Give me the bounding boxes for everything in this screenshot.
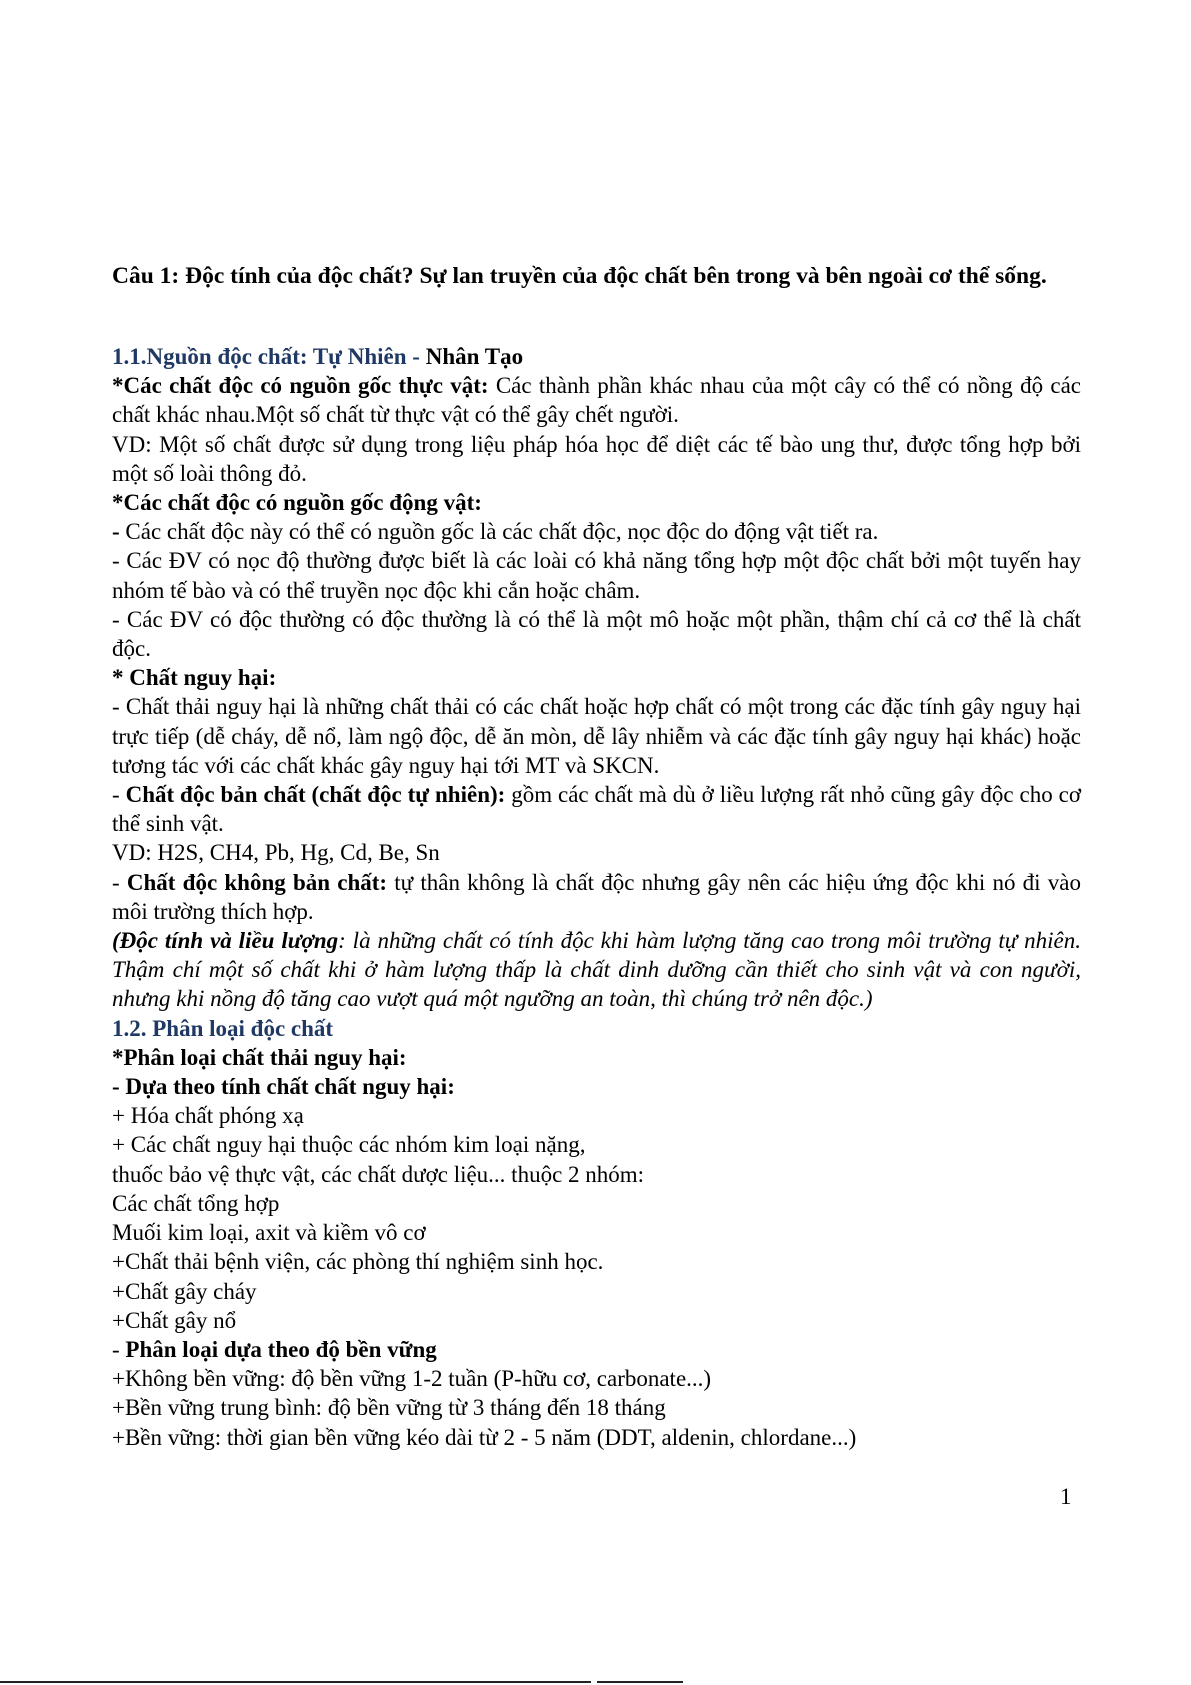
hazard-paragraph: - Chất thải nguy hại là những chất thải có các chất hoặc hợp chất có một trong các đặc tính gây nguy hại trực tiếp (dễ cháy, dễ nổ, làm ngộ độc, dễ ăn mòn, dễ lây nhiễm và các đặc tính gây nguy hại khác) hoặc tương tác với các chất khác gây nguy hại tới MT và SKCN.	[112, 694, 1081, 778]
animal-item-1-text: Các chất độc này có thể có nguồn gốc là các chất độc, nọc độc do động vật tiết ra.	[119, 519, 879, 545]
property-label	[112, 1072, 1081, 1101]
list-item: Các chất tổng hợp	[112, 1190, 280, 1216]
footer-divider-right	[597, 1681, 683, 1683]
section-1-heading-colored: 1.1.Nguồn độc chất: Tự Nhiên -	[112, 344, 426, 369]
animal-item-3: - Các ĐV có độc thường có độc thường là có thể là một mô hoặc một phần, thậm chí cả cơ thể là chất độc.	[112, 606, 1081, 662]
durability-label	[112, 1335, 1081, 1364]
document-body	[112, 342, 1081, 1452]
dose-label: (Độc tính và liều lượng	[112, 928, 339, 954]
list-item: thuốc bảo vệ thực vật, các chất dược liệu... thuộc 2 nhóm:	[112, 1161, 645, 1187]
animal-item-2: - Các ĐV có nọc độ thường được biết là các loài có khả năng tổng hợp một độc chất bởi một tuyến hay nhóm tế bào và có thể truyền nọc độc khi cắn hoặc châm.	[112, 548, 1081, 603]
list-item: + Các chất nguy hại thuộc các nhóm kim loại nặng,	[112, 1132, 586, 1158]
dose-note	[112, 926, 1081, 1014]
plant-text: Các thành phần khác nhau của một cây có thể có nồng độ các chất khác nhau.Một số chất từ thực vật có thể gây chết người.	[112, 373, 1081, 428]
durability-item: +Bền vững trung bình: độ bền vững từ 3 tháng đến 18 tháng	[112, 1395, 666, 1421]
hazard-label-text: * Chất nguy hại:	[112, 665, 277, 691]
animal-item-1	[112, 517, 1081, 546]
durability-item: +Bền vững: thời gian bền vững kéo dài từ 2 - 5 năm (DDT, aldenin, chlordane...)	[112, 1424, 857, 1450]
dose-text: : là những chất có tính độc khi hàm lượng tăng cao trong môi trường tự nhiên. Thậm chí một số chất khi ở hàm lượng thấp là chất dinh dưỡng cần thiết cho sinh vật và con người, nhưng khi nồng độ tăng cao vượt quá một ngưỡng an toàn, thì chúng trở nên độc.)	[112, 928, 1081, 1012]
intrinsic-text: gồm các chất mà dù ở liều lượng rất nhỏ cũng gây độc cho cơ thể sinh vật.	[112, 782, 1081, 837]
question-title: Câu 1: Độc tính của độc chất? Sự lan truyền của độc chất bên trong và bên ngoài cơ thể sống.	[112, 263, 1047, 289]
section-1-heading	[112, 342, 1081, 371]
page-number: 1	[1060, 1484, 1072, 1509]
section-1-heading-dark: Nhân Tạo	[425, 344, 524, 369]
nonintrinsic-dash: -	[112, 869, 127, 895]
animal-label	[112, 488, 1081, 517]
list-item: + Hóa chất phóng xạ	[112, 1103, 304, 1129]
plant-label: *Các chất độc có nguồn gốc thực vật:	[112, 373, 489, 399]
plant-example: VD: Một số chất được sử dụng trong liệu pháp hóa học để diệt các tế bào ung thư, được tổng hợp bởi một số loài thông đỏ.	[112, 431, 1081, 486]
hazard-label	[112, 663, 1081, 692]
list-item: +Chất gây cháy	[112, 1278, 257, 1304]
intrinsic-example: VD: H2S, CH4, Pb, Hg, Cd, Be, Sn	[112, 840, 440, 866]
footer-divider-left	[0, 1681, 591, 1683]
list-item: +Chất gây nổ	[112, 1307, 237, 1333]
list-item: Muối kim loại, axit và kiềm vô cơ	[112, 1220, 426, 1246]
list-item: +Chất thải bệnh viện, các phòng thí nghiệm sinh học.	[112, 1249, 604, 1275]
durability-dash: -	[112, 1336, 126, 1362]
nonintrinsic-text: tự thân không là chất độc nhưng gây nên các hiệu ứng độc khi nó đi vào môi trường thích hợp.	[112, 869, 1081, 924]
animal-label-text: *Các chất độc có nguồn gốc động vật:	[112, 490, 482, 516]
section-2-heading-text: 1.2. Phân loại độc chất	[112, 1015, 334, 1041]
intrinsic-paragraph	[112, 780, 1081, 838]
plant-paragraph	[112, 371, 1081, 429]
nonintrinsic-paragraph	[112, 868, 1081, 926]
nonintrinsic-label: Chất độc không bản chất:	[126, 869, 388, 895]
intrinsic-dash: -	[112, 782, 126, 808]
waste-label-text: *Phân loại chất thải nguy hại:	[112, 1044, 407, 1070]
section-2-heading	[112, 1014, 1081, 1043]
waste-label	[112, 1043, 1081, 1072]
animal-item-1-dash: -	[112, 519, 120, 545]
intrinsic-label: Chất độc bản chất (chất độc tự nhiên):	[125, 782, 506, 808]
durability-item: +Không bền vững: độ bền vững 1-2 tuần (P-hữu cơ, carbonate...)	[112, 1366, 712, 1392]
property-label-text: - Dựa theo tính chất chất nguy hại:	[112, 1074, 455, 1100]
durability-label-text: Phân loại dựa theo độ bền vững	[125, 1336, 437, 1362]
